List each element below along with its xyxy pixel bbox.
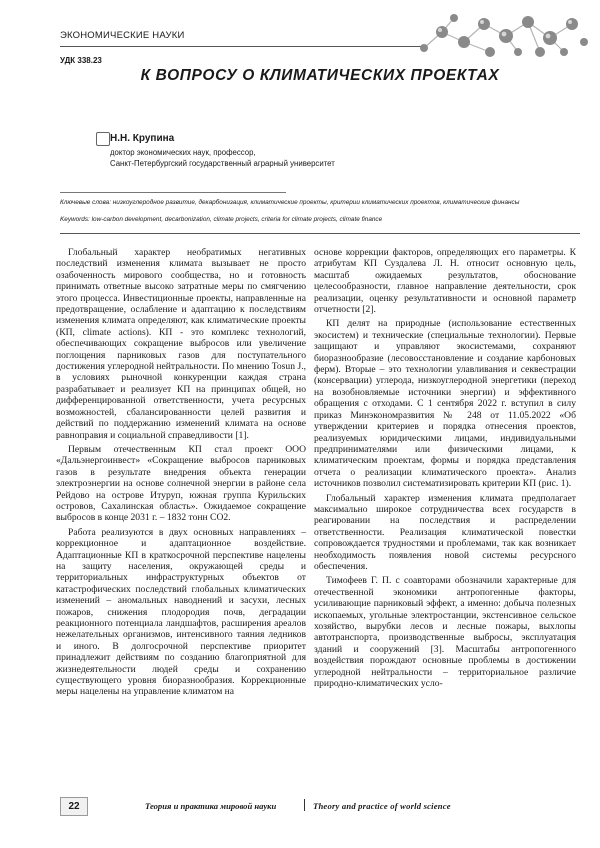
keywords-ru-text: низкоуглеродное развитие, декарбонизация, климатические проекты, критерии климатических проектов, климатические финансы xyxy=(112,199,520,206)
footer-separator xyxy=(304,799,305,811)
header-divider xyxy=(60,46,423,47)
paragraph: КП делят на природные (использование естественных экосистем) и технические (специальные технологии). Первые защищают и управляют экосистемами, сохраняют биоразнообразие (лесовосстановление и создание карбоновых ферм). Вторые – это технологии улавливания и секвестрации (консервации) углерода, низкоуглеродной энергетики (переход на возобновляемые источники энергии) и эффективного обращения с отходами. С 1 сентября 2022 г. вступил в силу приказ Минэкономразвития № 248 от 11.05.2022 «Об утверждении критериев и порядка отнесения проектов, реализуемых юридическими лицами, индивидуальными предпринимателями или физическими лицами, к климатическим проектам, формы и порядка представления отчета о реализации климатического проекта». Анализ источников позволил систематизировать критерии КП (рис. 1). xyxy=(314,318,576,490)
body-column-right xyxy=(314,247,576,692)
body-column-left xyxy=(56,247,306,701)
keywords-en-label: Keywords: xyxy=(60,216,90,223)
keywords-en-text: low-carbon development, decarbonization, climate projects, criteria for climate projects, climate finance xyxy=(91,216,383,223)
author-marker xyxy=(96,132,110,146)
author-position: доктор экономических наук, профессор, xyxy=(110,148,256,157)
journal-title-ru: Теория и практика мировой науки xyxy=(145,801,277,811)
paragraph: Глобальный характер изменения климата предполагает максимально широкое сотрудничества всех государств в реагировании на последствия и распределении ответственности. Реализация климатической повестки сопровождается трудностями и проблемами, так как возникает необходимость появления новой системы ресурсного обеспечения. xyxy=(314,492,576,572)
keywords-ru xyxy=(60,199,550,208)
page-number: 22 xyxy=(60,797,88,816)
author-name: Н.Н. Крупина xyxy=(110,133,175,144)
article-title: К ВОПРОСУ О КЛИМАТИЧЕСКИХ ПРОЕКТАХ xyxy=(140,67,500,84)
keywords-ru-label: Ключевые слова: xyxy=(60,199,111,206)
keywords-bottom-divider xyxy=(60,233,580,234)
molecule-decoration xyxy=(420,12,588,58)
paragraph: Работа реализуются в двух основных направлениях – коррекционное и адаптационное воздействие. Адаптационные КП в краткосрочной перспективе нацелены на защиту населения, окружающей среды и территориальных инфраструктурных объектов от катастрофических последствий глобальных климатических изменений – аномальных наводнений и засухи, лесных пожаров, снижения плодородия почв, деградации реакционного потенциала ландшафтов, расширения ареалов нежелательных организмов, интенсивного таяния ледников и иного. В долгосрочной перспективе приоритет принадлежит действиям по созданию благоприятной для жизнедеятельности людей среды и сохранению существующего уровня биоразнообразия. Коррекционные меры нацелены на управление климатом на xyxy=(56,526,306,698)
paragraph: Глобальный характер необратимых негативных последствий изменения климата вызывает не просто озабоченность мирового сообщества, но и готовность принимать ответные высоко затратные меры по смягчению этого процесса. Инвестиционные проекты, направленные на предотвращение, ослабление и адаптацию к последствиям изменения климата определяют, как климатические проекты (КП, climate actions). КП - это комплекс технологий, обеспечивающих сокращение выбросов или увеличение поглощения парниковых газов для поступательного достижения углеродной нейтральности. По мнению Tosun J., в условиях рыночной конкуренции каждая страна разрабатывает и реализует КП на принципах общей, но дифференцированной ответственности, учета ресурсных возможностей, сбалансированности целей развития и действий по поддержанию изменений климата на основе равноправия и социальной справедливости [1]. xyxy=(56,247,306,441)
journal-title-en: Theory and practice of world science xyxy=(313,801,451,811)
section-label: ЭКОНОМИЧЕСКИЕ НАУКИ xyxy=(60,30,185,41)
paragraph: Первым отечественным КП стал проект ООО «Дальэнергоинвест» «Сокращение выбросов парниковых газов в результате внедрения объекта генерации электроэнергии на основе солнечной энергии в районе села Рейдово на острове Итуруп, южная группа Курильских островов, Сахалинская область». Ожидаемое сокращение выбросов в конце 2031 г. – 1832 тонн СО2. xyxy=(56,443,306,524)
keywords-divider xyxy=(60,192,286,193)
udc-code: УДК 338.23 xyxy=(60,56,102,65)
keywords-en xyxy=(60,216,550,225)
paragraph: основе коррекции факторов, определяющих его параметры. К атрибутам КП Суздалева Л. Н. относит основную цель, масштаб ожидаемых результатов, обоснование целесообразности, главное направление деятельности, срок реализации, оценку результативности и основной параметр отчетности [2]. xyxy=(314,247,576,316)
author-affiliation: Санкт-Петербургский государственный аграрный университет xyxy=(110,159,335,168)
paragraph: Тимофеев Г. П. с соавторами обозначили характерные для отечественной экономики антропогенные факторы, усиливающие парниковый эффект, а именно: добыча полезных ископаемых, угольные электростанции, экстенсивное сельское хозяйство, вырубки лесов и лесные пожары, выхлопы автотранспорта, производственные выбросы, эксплуатация зданий и сооружений [3]. Масштабы антропогенного воздействия порождают основные проблемы в достижении углеродной нейтральности – территориальное различие природно-климатических усло- xyxy=(314,575,576,690)
